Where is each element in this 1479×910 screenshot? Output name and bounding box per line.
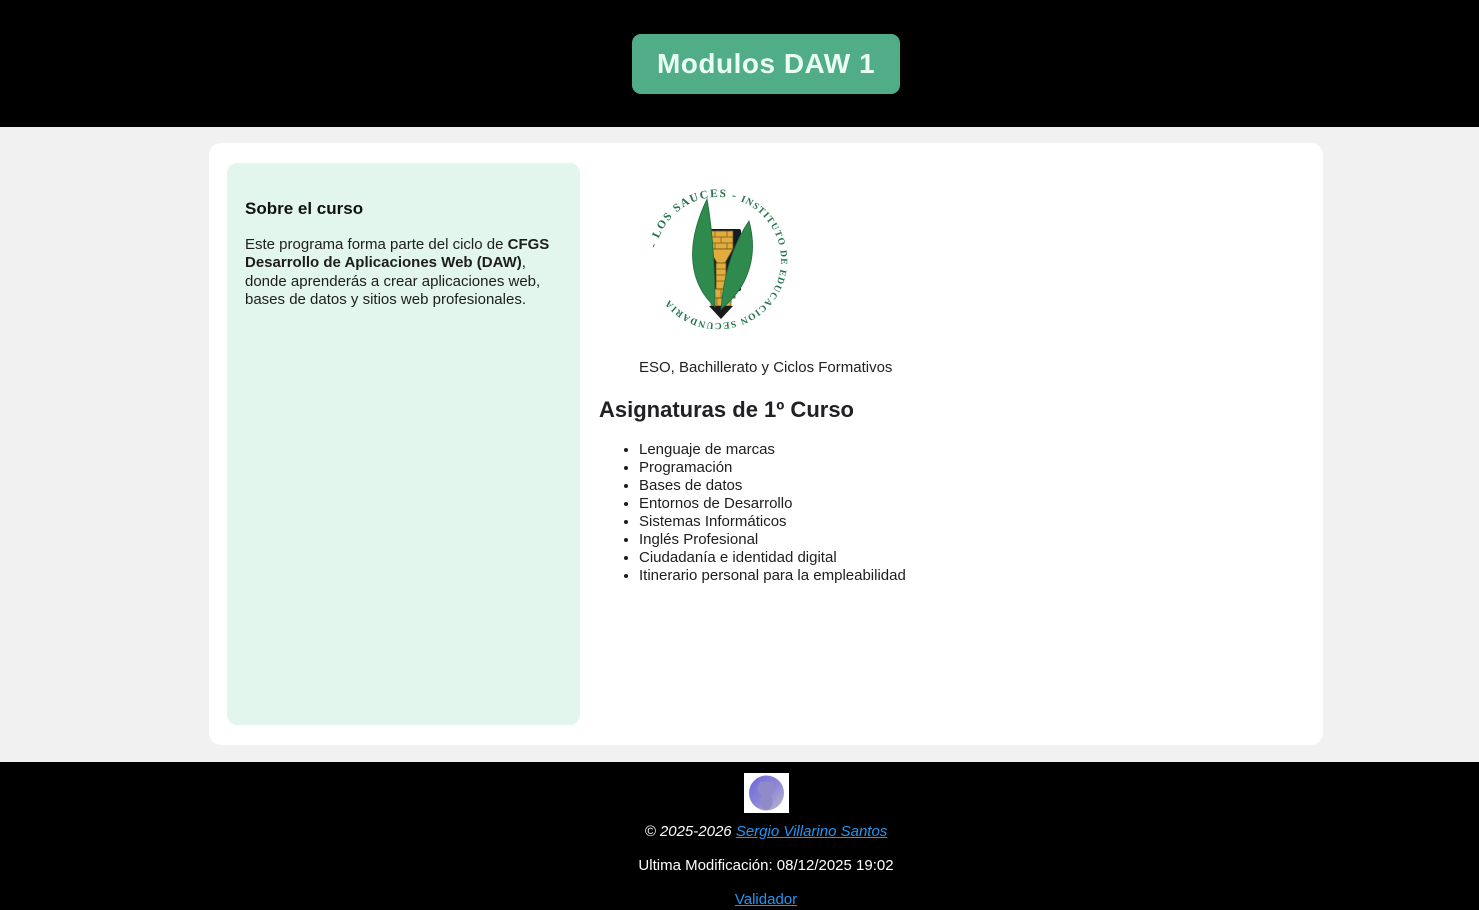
about-text-bold: CFGS Desarrollo de Aplicaciones Web (DAW) — [245, 236, 550, 272]
github-link[interactable] — [744, 773, 789, 813]
subject-item: • Bases de datos — [639, 477, 1305, 495]
author-link[interactable]: Sergio Villarino Santos — [735, 823, 888, 840]
github-octocat-icon — [744, 773, 789, 813]
about-text-after: , donde aprenderás a crear aplicaciones web, bases de datos y sitios web profesionales. — [245, 254, 541, 308]
subjects-heading: Asignaturas de 1º Curso — [599, 397, 854, 422]
about-text — [245, 236, 562, 309]
header — [0, 0, 1479, 127]
main-content — [599, 163, 1305, 725]
copyright-line — [209, 823, 1323, 840]
last-modified-text: Ultima Modificación: 08/12/2025 19:02 — [638, 857, 894, 874]
school-logo-figure — [639, 185, 1265, 376]
validator-link[interactable]: Validador — [734, 891, 798, 908]
subject-item: • Lenguaje de marcas — [639, 441, 1305, 459]
subject-item: • Ciudadanía e identidad digital — [639, 549, 1305, 567]
footer — [0, 762, 1479, 910]
subject-item: • Sistemas Informáticos — [639, 513, 1305, 531]
logo-ring-secondary-text: INSTITUTO DE EDUCACION SECUNDARIA — [663, 194, 789, 331]
about-text-before: Este programa forma parte del ciclo de — [245, 236, 508, 253]
about-heading: Sobre el curso — [245, 199, 364, 218]
school-logo-caption: ESO, Bachillerato y Ciclos Formativos — [639, 359, 893, 376]
subjects-list — [599, 441, 1305, 585]
page-title: Modulos DAW 1 — [632, 34, 900, 94]
subject-item: • Entornos de Desarrollo — [639, 495, 1305, 513]
logo-ring-primary-text: - LOS SAUCES - — [647, 187, 739, 249]
copyright-text: © 2025-2026 — [644, 823, 736, 840]
about-panel — [227, 163, 580, 725]
logo-left-leaf — [693, 199, 715, 307]
main-band — [0, 127, 1479, 762]
subject-item: • Programación — [639, 459, 1305, 477]
subject-item: • Inglés Profesional — [639, 531, 1305, 549]
content-card — [209, 143, 1323, 745]
school-logo-icon — [643, 185, 793, 335]
subject-item: • Itinerario personal para la empleabilidad — [639, 567, 1305, 585]
